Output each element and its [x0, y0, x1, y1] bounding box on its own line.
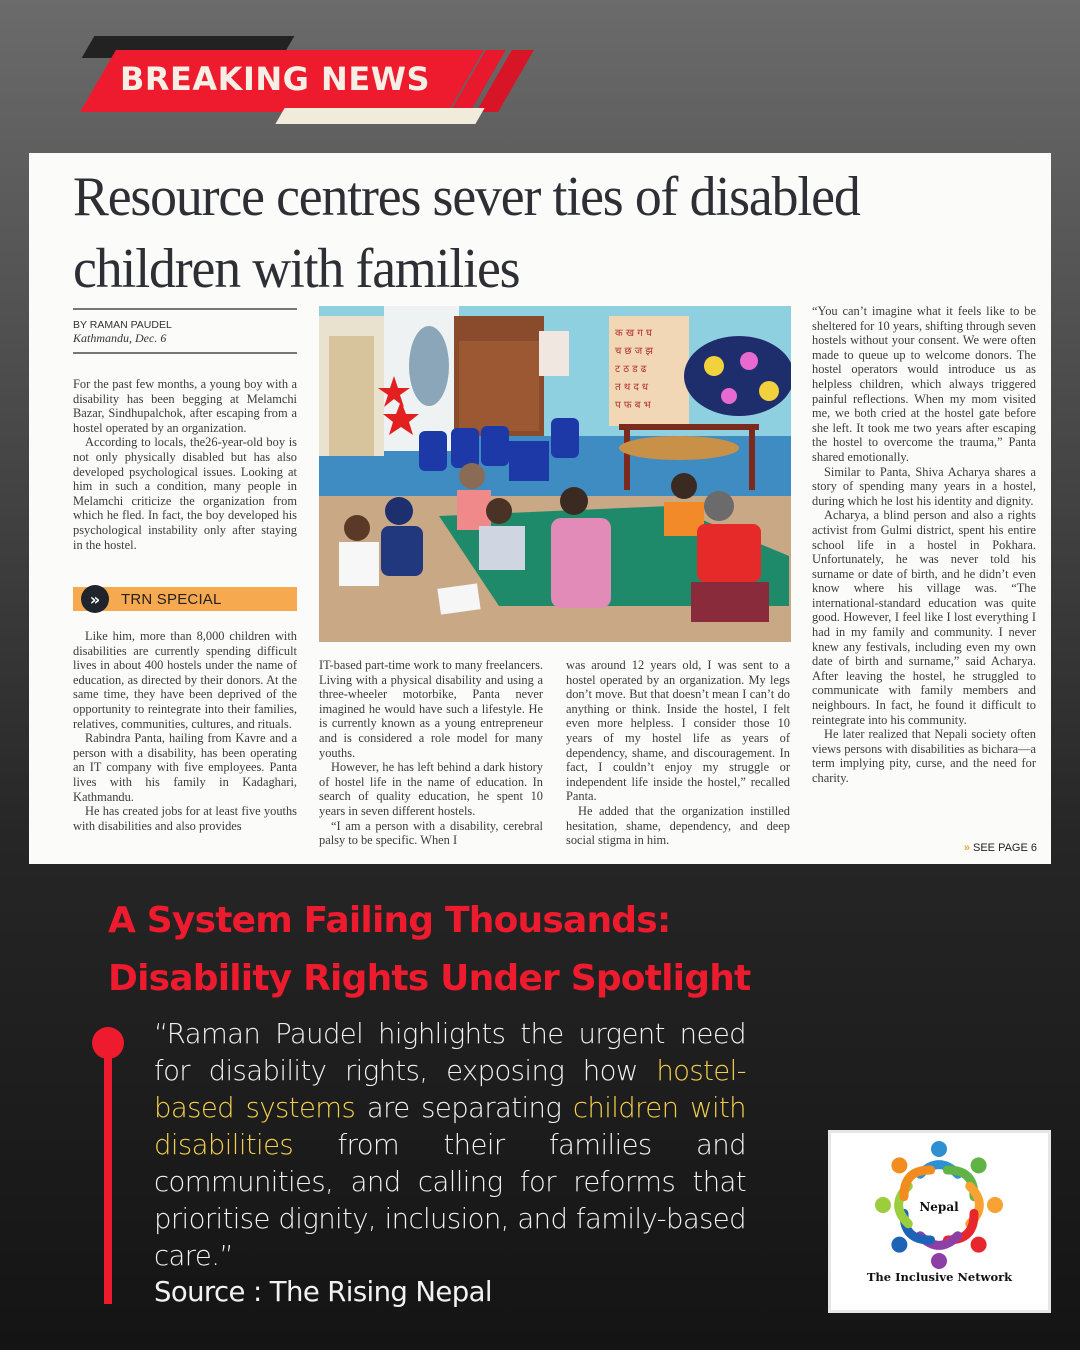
quote-highlight: hostel-based systems [154, 1055, 746, 1124]
svg-text:क ख ग घ: क ख ग घ [615, 328, 652, 339]
logo-center-label: Nepal [919, 1200, 959, 1214]
quote-text: are separating [355, 1092, 573, 1124]
quote-text: from their families and communities, and calling for reforms that prioritise dignity, inclusion, and family-based care.” [154, 1129, 746, 1272]
svg-text:ट ठ ड ढ: ट ठ ड ढ [615, 364, 647, 375]
byline-dateline: Kathmandu, Dec. 6 [73, 331, 167, 345]
paragraph: He added that the organization instilled hesitation, shame, dependency, and deep social stigma in him. [566, 803, 790, 848]
see-page-label: SEE PAGE 6 [973, 842, 1037, 854]
svg-text:प फ ब भ: प फ ब भ [615, 400, 651, 411]
article-column-4 [812, 304, 1036, 786]
paragraph: “I am a person with a disability, cerebral palsy to be specific. When I [319, 818, 543, 848]
paragraph: However, he has left behind a dark history of hostel life in the name of education. In search of quality education, he spent 10 years in seven different hostels. [319, 760, 543, 818]
section-tag-label: TRN SPECIAL [121, 590, 222, 608]
classroom-photo-illustration [319, 306, 791, 642]
article-headline: Resource centres sever ties of disabled children with families [73, 166, 860, 300]
article-column-1-bottom [73, 629, 297, 833]
svg-text:च छ ज झ: च छ ज झ [615, 346, 653, 357]
summary-quote [154, 1016, 746, 1275]
article-column-3 [566, 658, 790, 848]
source-credit: Source : The Rising Nepal [154, 1276, 492, 1308]
newspaper-clipping [29, 153, 1051, 864]
article-column-1-top [73, 377, 297, 552]
breaking-news-banner [80, 36, 520, 128]
article-column-2 [319, 658, 543, 848]
double-chevron-right-icon: » [963, 842, 970, 854]
section-tag [73, 587, 297, 611]
quote-highlight: children with disabilities [154, 1092, 746, 1161]
paragraph: Like him, more than 8,000 children with disabilities are currently spending difficult lives in about 400 hostels under the name of education, as directed by their donors. At the same time, they have been deprived of the opportunity to reintegrate into their families, relatives, communities, cultures, and rituals. [73, 629, 297, 731]
subheadline-line-1: A System Failing Thousands: [108, 900, 671, 941]
logo-name: The Inclusive Network [866, 1270, 1013, 1284]
paragraph: He later realized that Nepali society often views persons with disabilities as bichara—a term implying pity, curse, and the need for charity. [812, 727, 1036, 785]
inclusive-network-logo [828, 1130, 1051, 1313]
see-page-link [964, 842, 1037, 854]
quote-text: “Raman Paudel highlights the urgent need for disability rights, exposing how [154, 1018, 746, 1087]
banner-label: BREAKING NEWS [120, 60, 431, 98]
subheadline [108, 892, 868, 1008]
timeline-dot [92, 1027, 124, 1059]
paragraph: For the past few months, a young boy with a disability has been begging at Melamchi Bazar, Sindhupalchok, after escaping from a hostel operated by an organization. [73, 377, 297, 435]
paragraph: He has created jobs for at least five youths with disabilities and also provides [73, 804, 297, 833]
subheadline-line-2: Disability Rights Under Spotlight [108, 958, 751, 999]
paragraph: IT-based part-time work to many freelancers. Living with a physical disability and using a three-wheeler motorbike, Panta never imagined he would have such a lifestyle. He is currently known as a young entrepreneur and is considered a role model for many youths. [319, 658, 543, 760]
svg-text:त थ द ध: त थ द ध [615, 382, 649, 393]
paragraph: According to locals, the26-year-old boy is not only physically disabled but has also developed psychological issues. Looking at him in such a condition, many people in Melamchi criticize the organization from which he fled. In fact, the boy developed his psychological instability only after staying in the hostel. [73, 435, 297, 552]
paragraph: “You can’t imagine what it feels like to be sheltered for 10 years, shifting through seven hostels without your consent. We were often made to queue up to welcome donors. The hostel operators would introduce us as helpless children, which always triggered painful reflections. When my mom visited me, we both cried at the hostel gate before she left. It took me two years after escaping the hostel to overcome the trauma,” Panta shared emotionally. [812, 304, 1037, 464]
byline [73, 308, 297, 354]
paragraph: Similar to Panta, Shiva Acharya shares a story of spending many years in a hostel, during which he lost his identity and dignity. [812, 464, 1036, 508]
paragraph: Acharya, a blind person and also a rights activist from Gulmi district, spent his entire school life in a hostel in Pokhara. Unfortunately, he was never told his surname or date of birth, and he didn’t even know where his village was. “The international-standard education was quite good. However, I feel like I lost everything I had in my family and community. I never knew any festivals, including even my own date of birth and surname,” said Acharya. After leaving the hostel, he struggled to communicate with family members and neighbours. In fact, he found it difficult to reintegrate into his community. [812, 508, 1036, 727]
banner-cream-stripe [275, 108, 484, 124]
paragraph: was around 12 years old, I was sent to a hostel operated by an organization. My legs don’t move. But that doesn’t mean I can’t do anything or think. Inside the hostel, I felt even more helpless. I consider those 10 years of my hostel life as years of dependency, shame, and discouragement. In fact, I couldn’t enjoy my struggle or independent life inside the hostel,” recalled Panta. [566, 658, 790, 804]
paragraph: Rabindra Panta, hailing from Kavre and a person with a disability, has been operating an IT company with five employees. Panta lives with his family in Kadaghari, Kathmandu. [73, 731, 297, 804]
byline-author: BY RAMAN PAUDEL [73, 319, 172, 331]
article-photo [319, 306, 791, 642]
double-chevron-right-icon: » [81, 585, 109, 613]
timeline-line [104, 1050, 112, 1304]
